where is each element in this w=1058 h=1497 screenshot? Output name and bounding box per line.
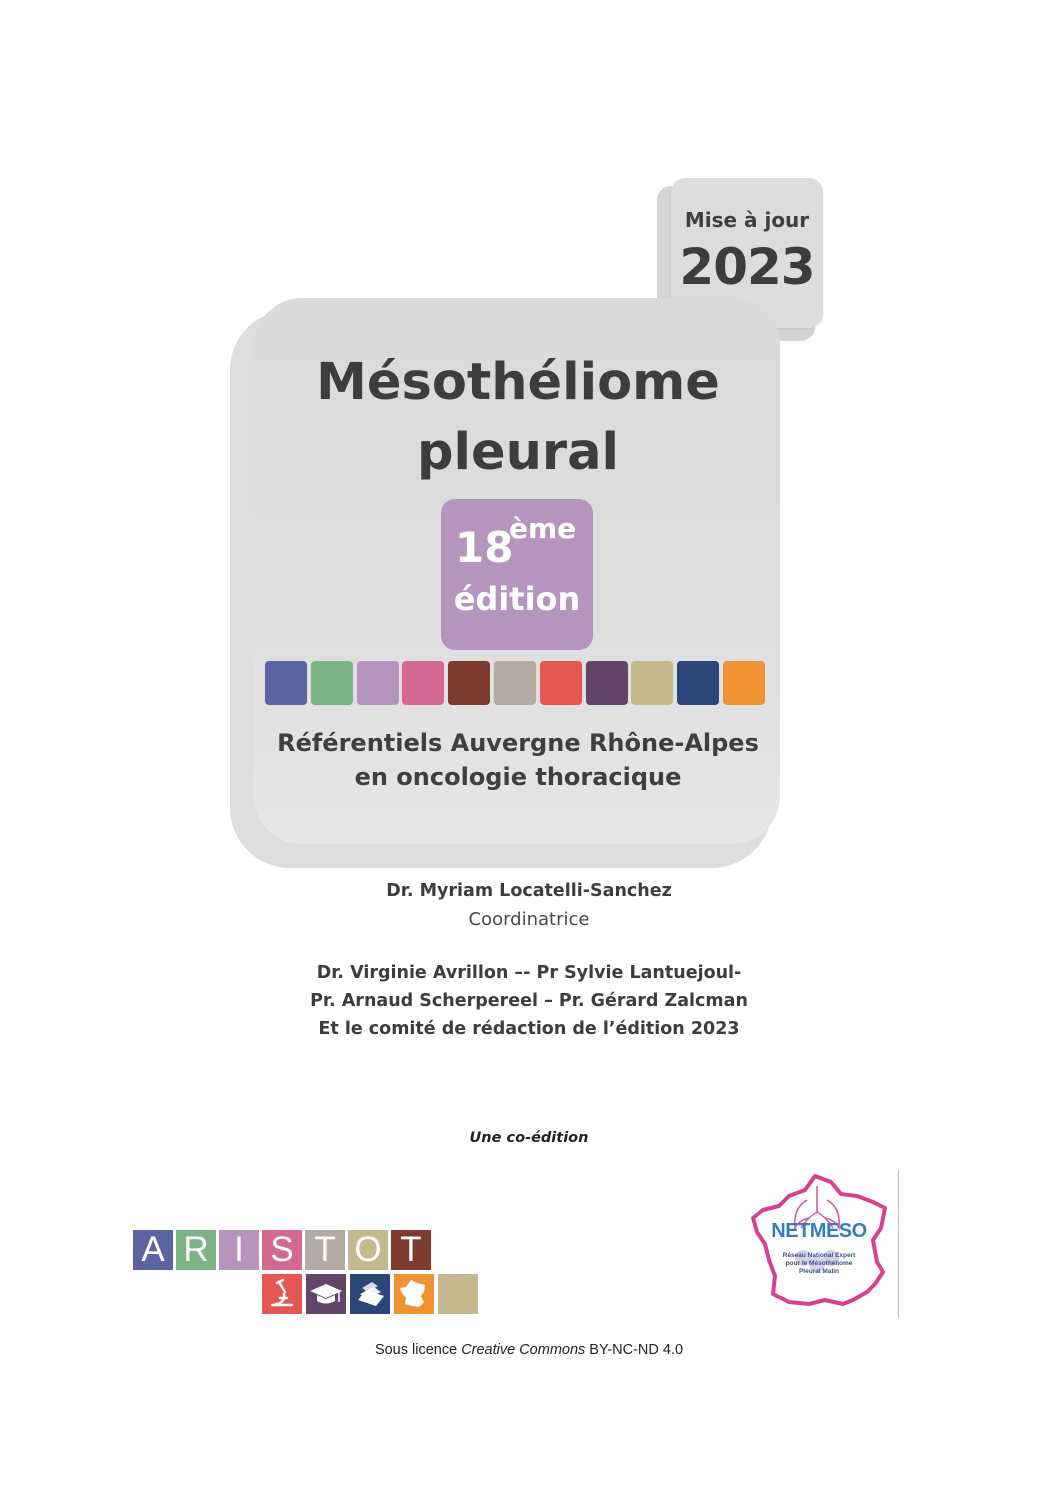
graduation-cap-icon <box>306 1274 346 1314</box>
aristot-letter: O <box>348 1230 388 1270</box>
france-map-icon <box>394 1274 434 1314</box>
coedition-label: Une co-édition <box>469 1130 589 1146</box>
netmeso-tagline <box>749 1252 889 1276</box>
edition-number: 18 <box>455 523 514 572</box>
color-square <box>586 661 628 705</box>
authors-line3: Et le comité de rédaction de l’édition 2023 <box>318 1019 740 1039</box>
aristot-letter: T <box>305 1230 345 1270</box>
aristot-letter: R <box>176 1230 216 1270</box>
update-year: 2023 <box>679 238 815 296</box>
authors-line2: Pr. Arnaud Scherpereel – Pr. Gérard Zalcman <box>310 991 748 1011</box>
color-square <box>265 661 307 705</box>
license-suffix: BY-NC-ND 4.0 <box>585 1342 684 1358</box>
color-square-strip <box>265 661 770 705</box>
books-icon <box>350 1274 390 1314</box>
document-title-line1: Mésothéliome <box>316 353 720 412</box>
aristot-letter: I <box>219 1230 259 1270</box>
aristot-letter: A <box>133 1230 173 1270</box>
color-square <box>631 661 673 705</box>
edition-suffix: ème <box>509 512 577 545</box>
color-square <box>677 661 719 705</box>
authors-line1: Dr. Virginie Avrillon –- Pr Sylvie Lantuejoul- <box>316 963 742 983</box>
aristot-letter: T <box>391 1230 431 1270</box>
blank-tile <box>438 1274 478 1314</box>
coordinator-name: Dr. Myriam Locatelli-Sanchez <box>386 881 672 901</box>
aristot-letter: S <box>262 1230 302 1270</box>
color-square <box>494 661 536 705</box>
netmeso-wordmark: NETMESO <box>771 1220 867 1242</box>
color-square <box>540 661 582 705</box>
edition-badge <box>441 499 593 650</box>
license-prefix: Sous licence <box>374 1342 462 1358</box>
color-square <box>723 661 765 705</box>
subtitle-line2: en oncologie thoracique <box>354 763 682 791</box>
coordinator-role: Coordinatrice <box>468 909 590 930</box>
license-text <box>230 1342 828 1358</box>
edition-word: édition <box>453 580 581 618</box>
color-square <box>357 661 399 705</box>
microscope-icon <box>262 1274 302 1314</box>
netmeso-tagline-2: pour le Mésothéliome <box>785 1260 853 1268</box>
color-square <box>448 661 490 705</box>
netmeso-tagline-1: Réseau National Expert <box>782 1252 856 1259</box>
license-italic: Creative Commons <box>461 1342 586 1358</box>
subtitle-line1: Référentiels Auvergne Rhône-Alpes <box>277 729 759 757</box>
color-square <box>311 661 353 705</box>
netmeso-tagline-3: Pleural Malin <box>798 1268 840 1276</box>
divider-line <box>898 1170 899 1318</box>
color-square <box>402 661 444 705</box>
update-label: Mise à jour <box>684 208 810 232</box>
netmeso-logo <box>749 1172 889 1314</box>
document-title-line2: pleural <box>417 423 619 482</box>
